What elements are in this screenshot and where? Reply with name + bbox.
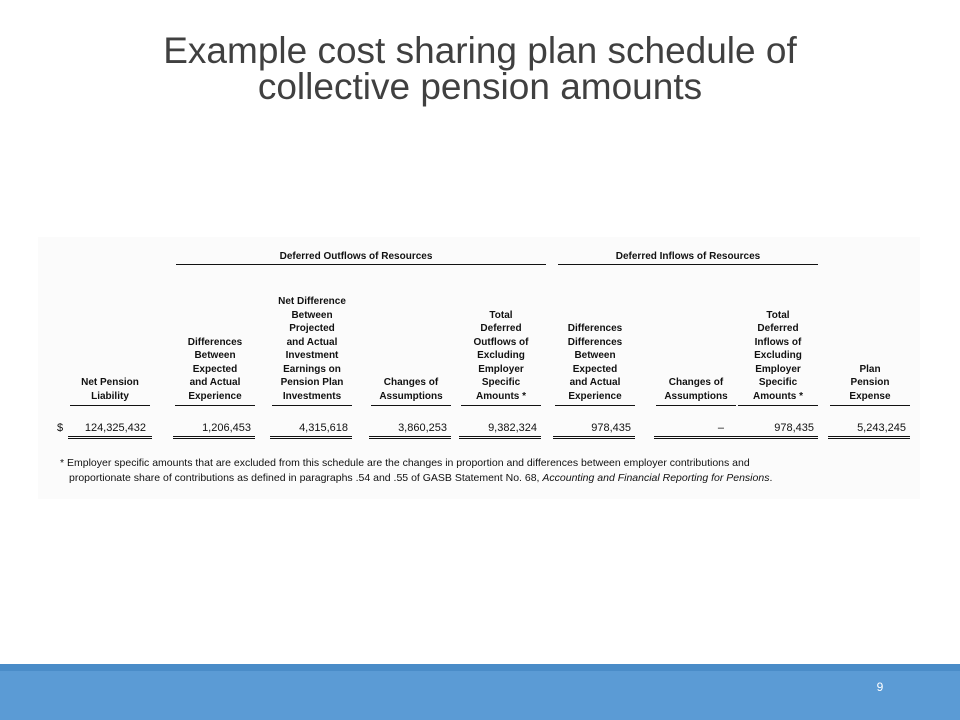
value-double-underline-9 bbox=[828, 436, 910, 439]
column-header-4 bbox=[369, 376, 453, 403]
value-cell-3: 4,315,618 bbox=[299, 422, 348, 434]
column-header-9 bbox=[828, 363, 912, 404]
column-header-6-line-6: Experience bbox=[568, 390, 622, 402]
footnote-line-2 bbox=[60, 471, 910, 486]
column-header-3-line-8: Investments bbox=[282, 390, 342, 402]
value-double-underline-3 bbox=[270, 436, 352, 439]
value-double-underline-8 bbox=[736, 436, 818, 439]
column-header-7-line-1: Changes of bbox=[668, 377, 724, 388]
group-header-deferred-inflows: Deferred Inflows of Resources bbox=[615, 251, 761, 262]
column-header-7-line-2: Assumptions bbox=[664, 390, 728, 402]
value-double-underline-5 bbox=[459, 436, 541, 439]
column-header-6-line-1: Differences bbox=[567, 323, 623, 334]
column-header-1-line-2: Liability bbox=[91, 390, 129, 402]
column-header-5-line-1: Total bbox=[489, 309, 513, 321]
footnote-line-2-end: . bbox=[769, 472, 773, 484]
column-header-3-line-4: and Actual bbox=[286, 336, 338, 348]
column-header-6 bbox=[553, 322, 637, 403]
column-header-underline-6 bbox=[555, 405, 635, 406]
column-header-3-line-5: Investment bbox=[285, 350, 339, 361]
value-cell-9: 5,243,245 bbox=[857, 422, 906, 434]
column-header-8-line-7: Amounts * bbox=[753, 390, 803, 402]
value-double-underline-1 bbox=[68, 436, 152, 439]
footnote-line-1: * Employer specific amounts that are excluded from this schedule are the changes in proportion and differences between employer contributions and bbox=[60, 457, 750, 469]
column-header-8-line-4: Excluding bbox=[754, 350, 802, 361]
group-rule-outflows bbox=[176, 264, 546, 265]
column-header-5-line-2: Deferred bbox=[480, 323, 522, 334]
currency-symbol: $ bbox=[57, 422, 64, 434]
column-header-2-line-2: Between bbox=[194, 350, 236, 361]
column-header-underline-8 bbox=[738, 405, 818, 406]
column-header-6-line-4: Expected bbox=[572, 363, 618, 375]
column-header-4-line-2: Assumptions bbox=[379, 390, 443, 402]
column-header-underline-4 bbox=[371, 405, 451, 406]
column-header-3-line-2: Between bbox=[291, 309, 333, 321]
value-double-underline-7 bbox=[654, 436, 736, 439]
column-header-underline-3 bbox=[272, 405, 352, 406]
column-header-3-line-7: Pension Plan bbox=[280, 377, 344, 388]
column-header-8-line-1: Total bbox=[766, 309, 790, 321]
column-header-3-line-3: Projected bbox=[289, 323, 335, 334]
column-header-underline-5 bbox=[461, 405, 541, 406]
column-header-2-line-1: Differences bbox=[187, 336, 243, 348]
pension-schedule-table bbox=[38, 237, 920, 499]
value-cell-6: 978,435 bbox=[591, 422, 631, 434]
column-header-5 bbox=[459, 309, 543, 404]
slide-title bbox=[0, 30, 960, 107]
value-double-underline-6 bbox=[553, 436, 635, 439]
column-header-8-line-3: Inflows of bbox=[754, 336, 802, 348]
value-double-underline-4 bbox=[369, 436, 451, 439]
footnote-line-2-text: proportionate share of contributions as defined in paragraphs .54 and .55 of GASB Statement No. 68, bbox=[69, 472, 543, 484]
column-header-4-line-1: Changes of bbox=[383, 377, 439, 388]
column-header-2-line-3: Expected bbox=[192, 363, 238, 375]
title-line-2: collective pension amounts bbox=[257, 66, 703, 107]
column-header-2-line-5: Experience bbox=[188, 390, 242, 402]
column-header-5-line-3: Outflows of bbox=[473, 336, 529, 348]
column-header-8-line-2: Deferred bbox=[757, 323, 799, 334]
value-cell-8: 978,435 bbox=[774, 422, 814, 434]
column-header-8-line-6: Specific bbox=[758, 377, 798, 388]
value-cell-4: 3,860,253 bbox=[398, 422, 447, 434]
column-header-5-line-7: Amounts * bbox=[476, 390, 526, 402]
group-header-deferred-outflows: Deferred Outflows of Resources bbox=[279, 251, 433, 262]
column-header-6-line-3: Between bbox=[574, 350, 616, 361]
column-header-5-line-6: Specific bbox=[481, 377, 521, 388]
column-header-3-line-6: Earnings on bbox=[283, 363, 341, 375]
column-header-underline-7 bbox=[656, 405, 736, 406]
column-header-7 bbox=[654, 376, 738, 403]
column-header-6-line-5: and Actual bbox=[569, 377, 621, 388]
column-header-9-line-3: Expense bbox=[849, 390, 891, 402]
column-header-2 bbox=[174, 336, 256, 404]
column-header-8 bbox=[736, 309, 820, 404]
column-header-underline-9 bbox=[830, 405, 910, 406]
footnote-publication-title: Accounting and Financial Reporting for Pensions bbox=[542, 472, 770, 484]
value-cell-5: 9,382,324 bbox=[488, 422, 537, 434]
footer-bar bbox=[0, 664, 960, 720]
column-header-underline-1 bbox=[70, 405, 150, 406]
footnote bbox=[60, 456, 910, 486]
column-header-8-line-5: Employer bbox=[755, 363, 801, 375]
value-cell-2: 1,206,453 bbox=[202, 422, 251, 434]
column-header-5-line-4: Excluding bbox=[477, 350, 525, 361]
group-rule-inflows bbox=[558, 264, 818, 265]
column-header-1 bbox=[62, 376, 158, 403]
column-header-1-line-1: Net Pension bbox=[81, 377, 139, 388]
value-double-underline-2 bbox=[173, 436, 255, 439]
column-header-underline-2 bbox=[175, 405, 255, 406]
column-header-5-line-5: Employer bbox=[478, 363, 524, 375]
column-header-9-line-2: Pension bbox=[850, 377, 890, 388]
column-header-9-line-1: Plan bbox=[859, 363, 881, 375]
value-cell-1: 124,325,432 bbox=[84, 422, 146, 434]
column-header-2-line-4: and Actual bbox=[189, 377, 241, 388]
title-line-1: Example cost sharing plan schedule of bbox=[163, 30, 797, 71]
column-header-3-line-1: Net Difference bbox=[278, 296, 346, 307]
page-number: 9 bbox=[876, 680, 884, 694]
column-header-3 bbox=[264, 295, 360, 403]
value-cell-7: – bbox=[717, 422, 724, 434]
column-header-6-line-2: Differences bbox=[567, 336, 623, 348]
